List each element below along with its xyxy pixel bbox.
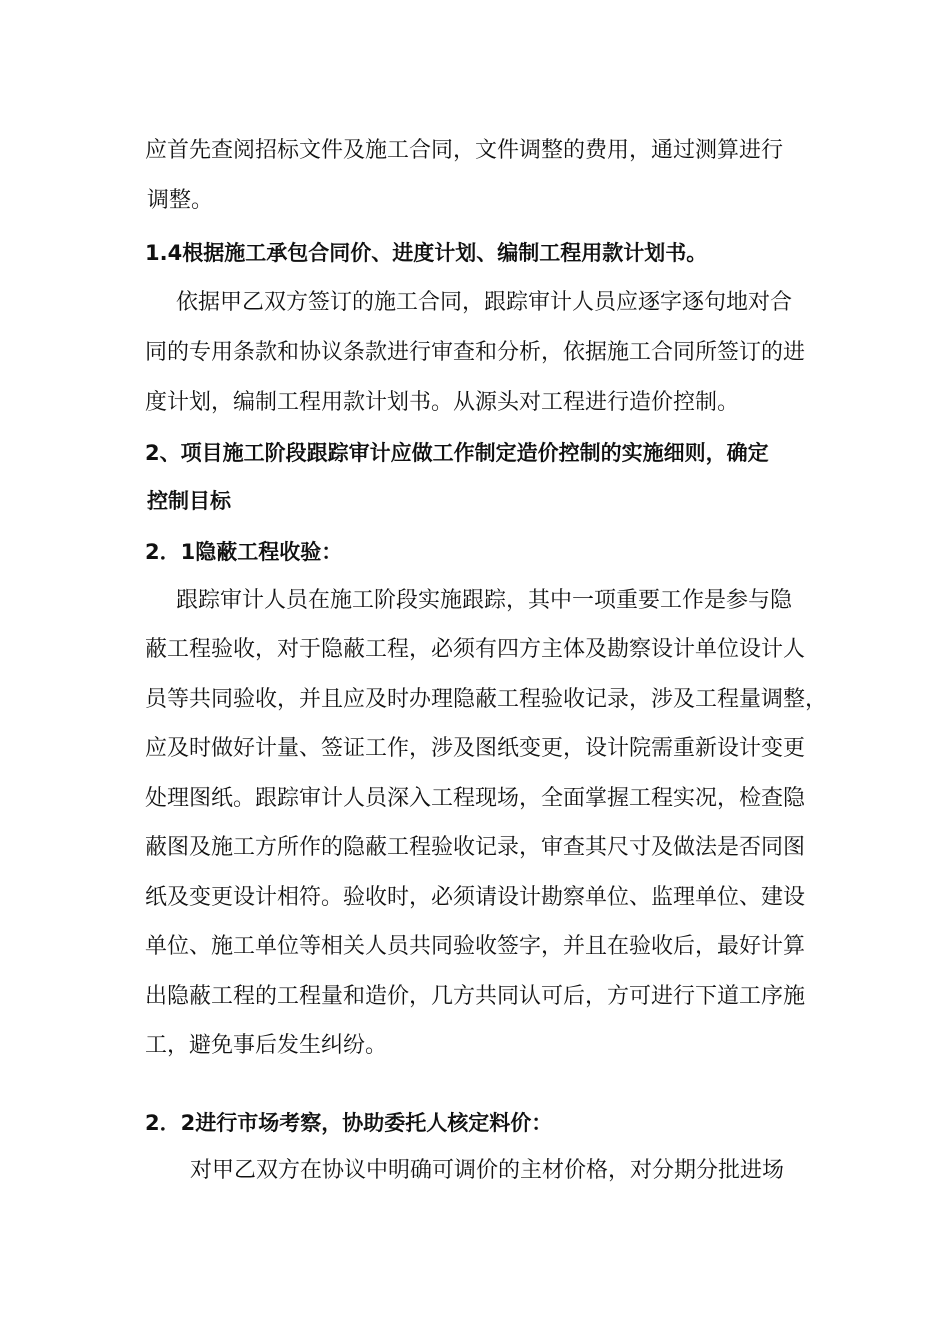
paragraph-line-2: 调整。 <box>147 188 214 213</box>
section-heading-1-4: 1.4根据施工承包合同价、进度计划、编制工程用款计划书。 <box>145 241 708 265</box>
paragraph-line-12: 纸及变更设计相符。验收时，必须请设计勘察单位、监理单位、建设 <box>145 885 806 910</box>
paragraph-line-10: 处理图纸。跟踪审计人员深入工程现场，全面掌握工程实况，检查隐 <box>145 786 806 811</box>
paragraph-line-14: 出隐蔽工程的工程量和造价，几方共同认可后，方可进行下道工序施 <box>145 984 806 1009</box>
paragraph-line-13: 单位、施工单位等相关人员共同验收签字，并且在验收后，最好计算 <box>145 934 806 959</box>
paragraph-line-4: 同的专用条款和协议条款进行审查和分析，依据施工合同所签订的进 <box>145 340 806 365</box>
paragraph-line-9: 应及时做好计量、签证工作，涉及图纸变更，设计院需重新设计变更 <box>145 736 806 761</box>
paragraph-line-7: 蔽工程验收，对于隐蔽工程，必须有四方主体及勘察设计单位设计人 <box>145 637 806 662</box>
section-heading-2-1: 2．1隐蔽工程收验： <box>145 540 343 564</box>
paragraph-line-8: 员等共同验收，并且应及时办理隐蔽工程验收记录，涉及工程量调整， <box>145 687 828 712</box>
paragraph-line-5: 度计划，编制工程用款计划书。从源头对工程进行造价控制。 <box>145 390 740 415</box>
paragraph-line-6: 跟踪审计人员在施工阶段实施跟踪，其中一项重要工作是参与隐 <box>176 588 793 613</box>
paragraph-line-3: 依据甲乙双方签订的施工合同，跟踪审计人员应逐字逐句地对合 <box>176 290 793 315</box>
paragraph-line-16: 对甲乙双方在协议中明确可调价的主材价格，对分期分批进场 <box>190 1158 785 1183</box>
section-heading-2-2: 2．2进行市场考察，协助委托人核定料价： <box>145 1111 553 1135</box>
section-heading-2: 2、项目施工阶段跟踪审计应做工作制定造价控制的实施细则，确定 <box>145 441 769 465</box>
paragraph-line-11: 蔽图及施工方所作的隐蔽工程验收记录，审查其尺寸及做法是否同图 <box>145 835 806 860</box>
paragraph-line-15: 工，避免事后发生纠纷。 <box>145 1033 388 1058</box>
paragraph-line-1: 应首先查阅招标文件及施工合同，文件调整的费用，通过测算进行 <box>145 138 784 163</box>
section-heading-2-cont: 控制目标 <box>147 489 231 513</box>
